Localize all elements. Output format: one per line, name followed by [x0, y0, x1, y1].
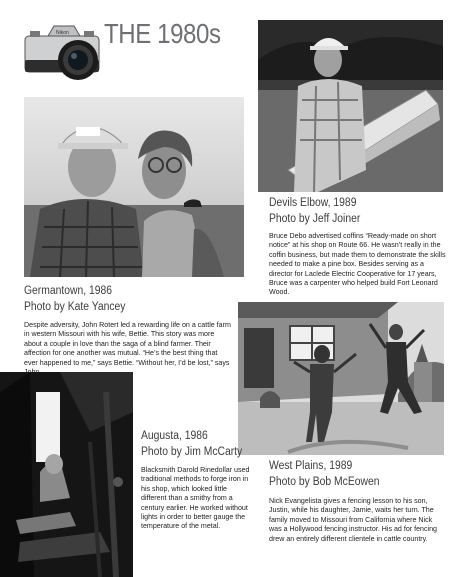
caption-place-devils-elbow: Devils Elbow, 1989	[269, 197, 357, 209]
caption-credit-devils-elbow: Photo by Jeff Joiner	[269, 213, 361, 225]
story-text-west-plains: Nick Evangelista gives a fencing lesson to his son, Justin, while his daughter, Jamie, waits her turn. The family moved to Missouri from California where Nick was a Hollywood fencing instructor. His ad for fencing drew an entirely different clientele in cattle country.	[269, 497, 437, 543]
photo-germantown-couple	[24, 97, 244, 277]
caption-place-augusta: Augusta, 1986	[141, 430, 208, 442]
camera-brand-logo: Nikon	[56, 30, 69, 36]
story-text-germantown: Despite adversity, John Rotert led a rewarding life on a cattle farm in western Missouri with his wife, Bettie. This story was more about a couple in love than the saga of a blind farmer. Their affection for one another was mutual. “He’s the best thing that ever happened to me,” says Bettie. “Without her, I’d be lost,” says	[24, 321, 231, 367]
caption-credit-germantown: Photo by Kate Yancey	[24, 301, 126, 313]
caption-credit-west-plains: Photo by Bob McEowen	[269, 476, 380, 488]
caption-credit-augusta: Photo by Jim McCarty	[141, 446, 243, 458]
story-text-augusta: Blacksmith Darold Rinedollar used traditional methods to forge iron in his shop, which looked little different than a smithy from a century earlier. He worked without lights in order to better gauge the temperature of the metal.	[141, 466, 250, 531]
caption-place-germantown: Germantown, 1986	[24, 285, 113, 297]
photo-augusta-blacksmith	[0, 372, 133, 577]
caption-place-west-plains: West Plains, 1989	[269, 460, 353, 472]
story-text-devils-elbow: Bruce Debo advertised coffins “Ready-made on short notice” at his shop on Route 66. He wasn’t really in the coffin business, but made them to demonstrate the skills needed to make a pine box. Besides serving as a director for Laclede Electric Cooperative for 17 years, Bruce was a carpenter who helped build Fort Leonard Wood.	[269, 232, 446, 297]
camera-icon	[22, 22, 104, 84]
page-title: THE 1980s	[104, 18, 221, 49]
photo-devils-elbow-coffin	[258, 20, 443, 192]
photo-west-plains-fencing	[238, 302, 444, 455]
